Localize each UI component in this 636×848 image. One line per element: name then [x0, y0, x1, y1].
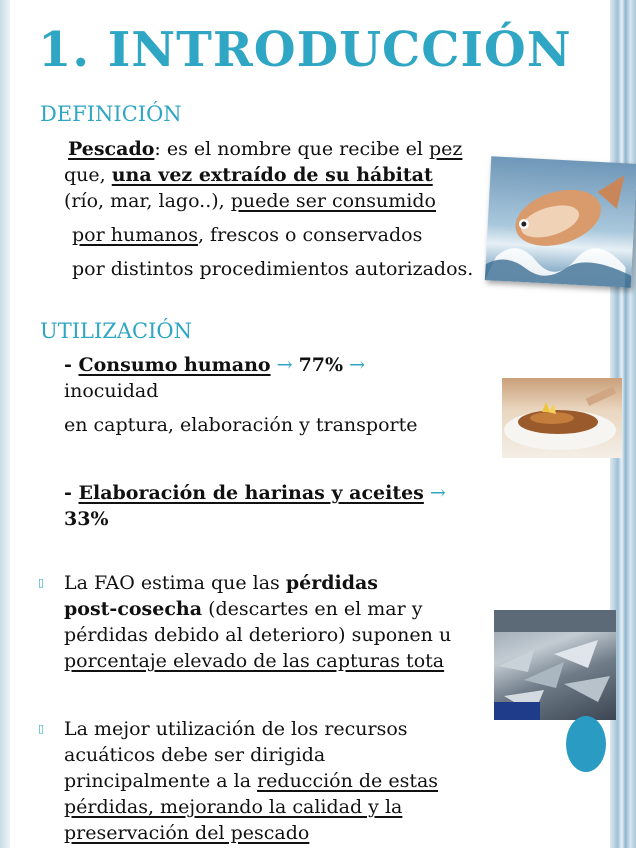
- jumping-fish-photo: [485, 156, 636, 287]
- fish-dish-photo: [502, 378, 622, 458]
- utilizacion-heading: UTILIZACIÓN: [40, 319, 192, 343]
- bullet-2-line-2: acuáticos debe ser dirigida: [64, 744, 326, 766]
- definicion-line-1: Pescado: es el nombre que recibe el pez: [68, 138, 463, 160]
- harinas-aceites-line: - Elaboración de harinas y aceites →: [64, 482, 446, 504]
- fish-catch-photo: [494, 610, 616, 720]
- left-edge-decoration: [0, 0, 10, 848]
- harinas-aceites-percent: 33%: [64, 508, 109, 530]
- bullet-1-line-2: post-cosecha (descartes en el mar y: [64, 598, 423, 620]
- term-pescado: Pescado: [68, 138, 155, 160]
- harinas-aceites-label: Elaboración de harinas y aceites: [78, 482, 424, 504]
- definicion-line-4: por humanos, frescos o conservados: [72, 224, 423, 246]
- decorative-circle: [566, 716, 606, 772]
- bullet-2-line-4: pérdidas, mejorando la calidad y la: [64, 796, 403, 818]
- bullet-2-line-5: preservación del pescado: [64, 822, 310, 844]
- bullet-marker-icon: ▯: [38, 722, 45, 735]
- definicion-heading: DEFINICIÓN: [40, 102, 182, 126]
- plate-icon: [502, 378, 622, 458]
- fish-pile-icon: [494, 610, 616, 720]
- definicion-line-3: (río, mar, lago..), puede ser consumido: [64, 190, 436, 212]
- bullet-marker-icon: ▯: [38, 576, 45, 589]
- bullet-1-line-1: La FAO estima que las pérdidas: [64, 572, 379, 594]
- definicion-line-5: por distintos procedimientos autorizados.: [72, 258, 474, 280]
- consumo-humano-percent: 77%: [298, 354, 344, 376]
- bullet-2-line-3: principalmente a la reducción de estas: [64, 770, 439, 792]
- bullet-1-line-3: pérdidas debido al deterioro) suponen u: [64, 624, 452, 646]
- definicion-line-2: que, una vez extraído de su hábitat: [64, 164, 433, 186]
- consumo-humano-line-2: inocuidad: [64, 380, 159, 402]
- bullet-1-line-4: porcentaje elevado de las capturas tota: [64, 650, 445, 672]
- consumo-humano-label: Consumo humano: [78, 354, 271, 376]
- consumo-humano-line-3: en captura, elaboración y transporte: [64, 414, 418, 436]
- slide-title: 1. INTRODUCCIÓN: [38, 22, 572, 78]
- bullet-2-line-1: La mejor utilización de los recursos: [64, 718, 408, 740]
- consumo-humano-line: - Consumo humano → 77% →: [64, 354, 366, 376]
- fish-icon: [485, 156, 636, 287]
